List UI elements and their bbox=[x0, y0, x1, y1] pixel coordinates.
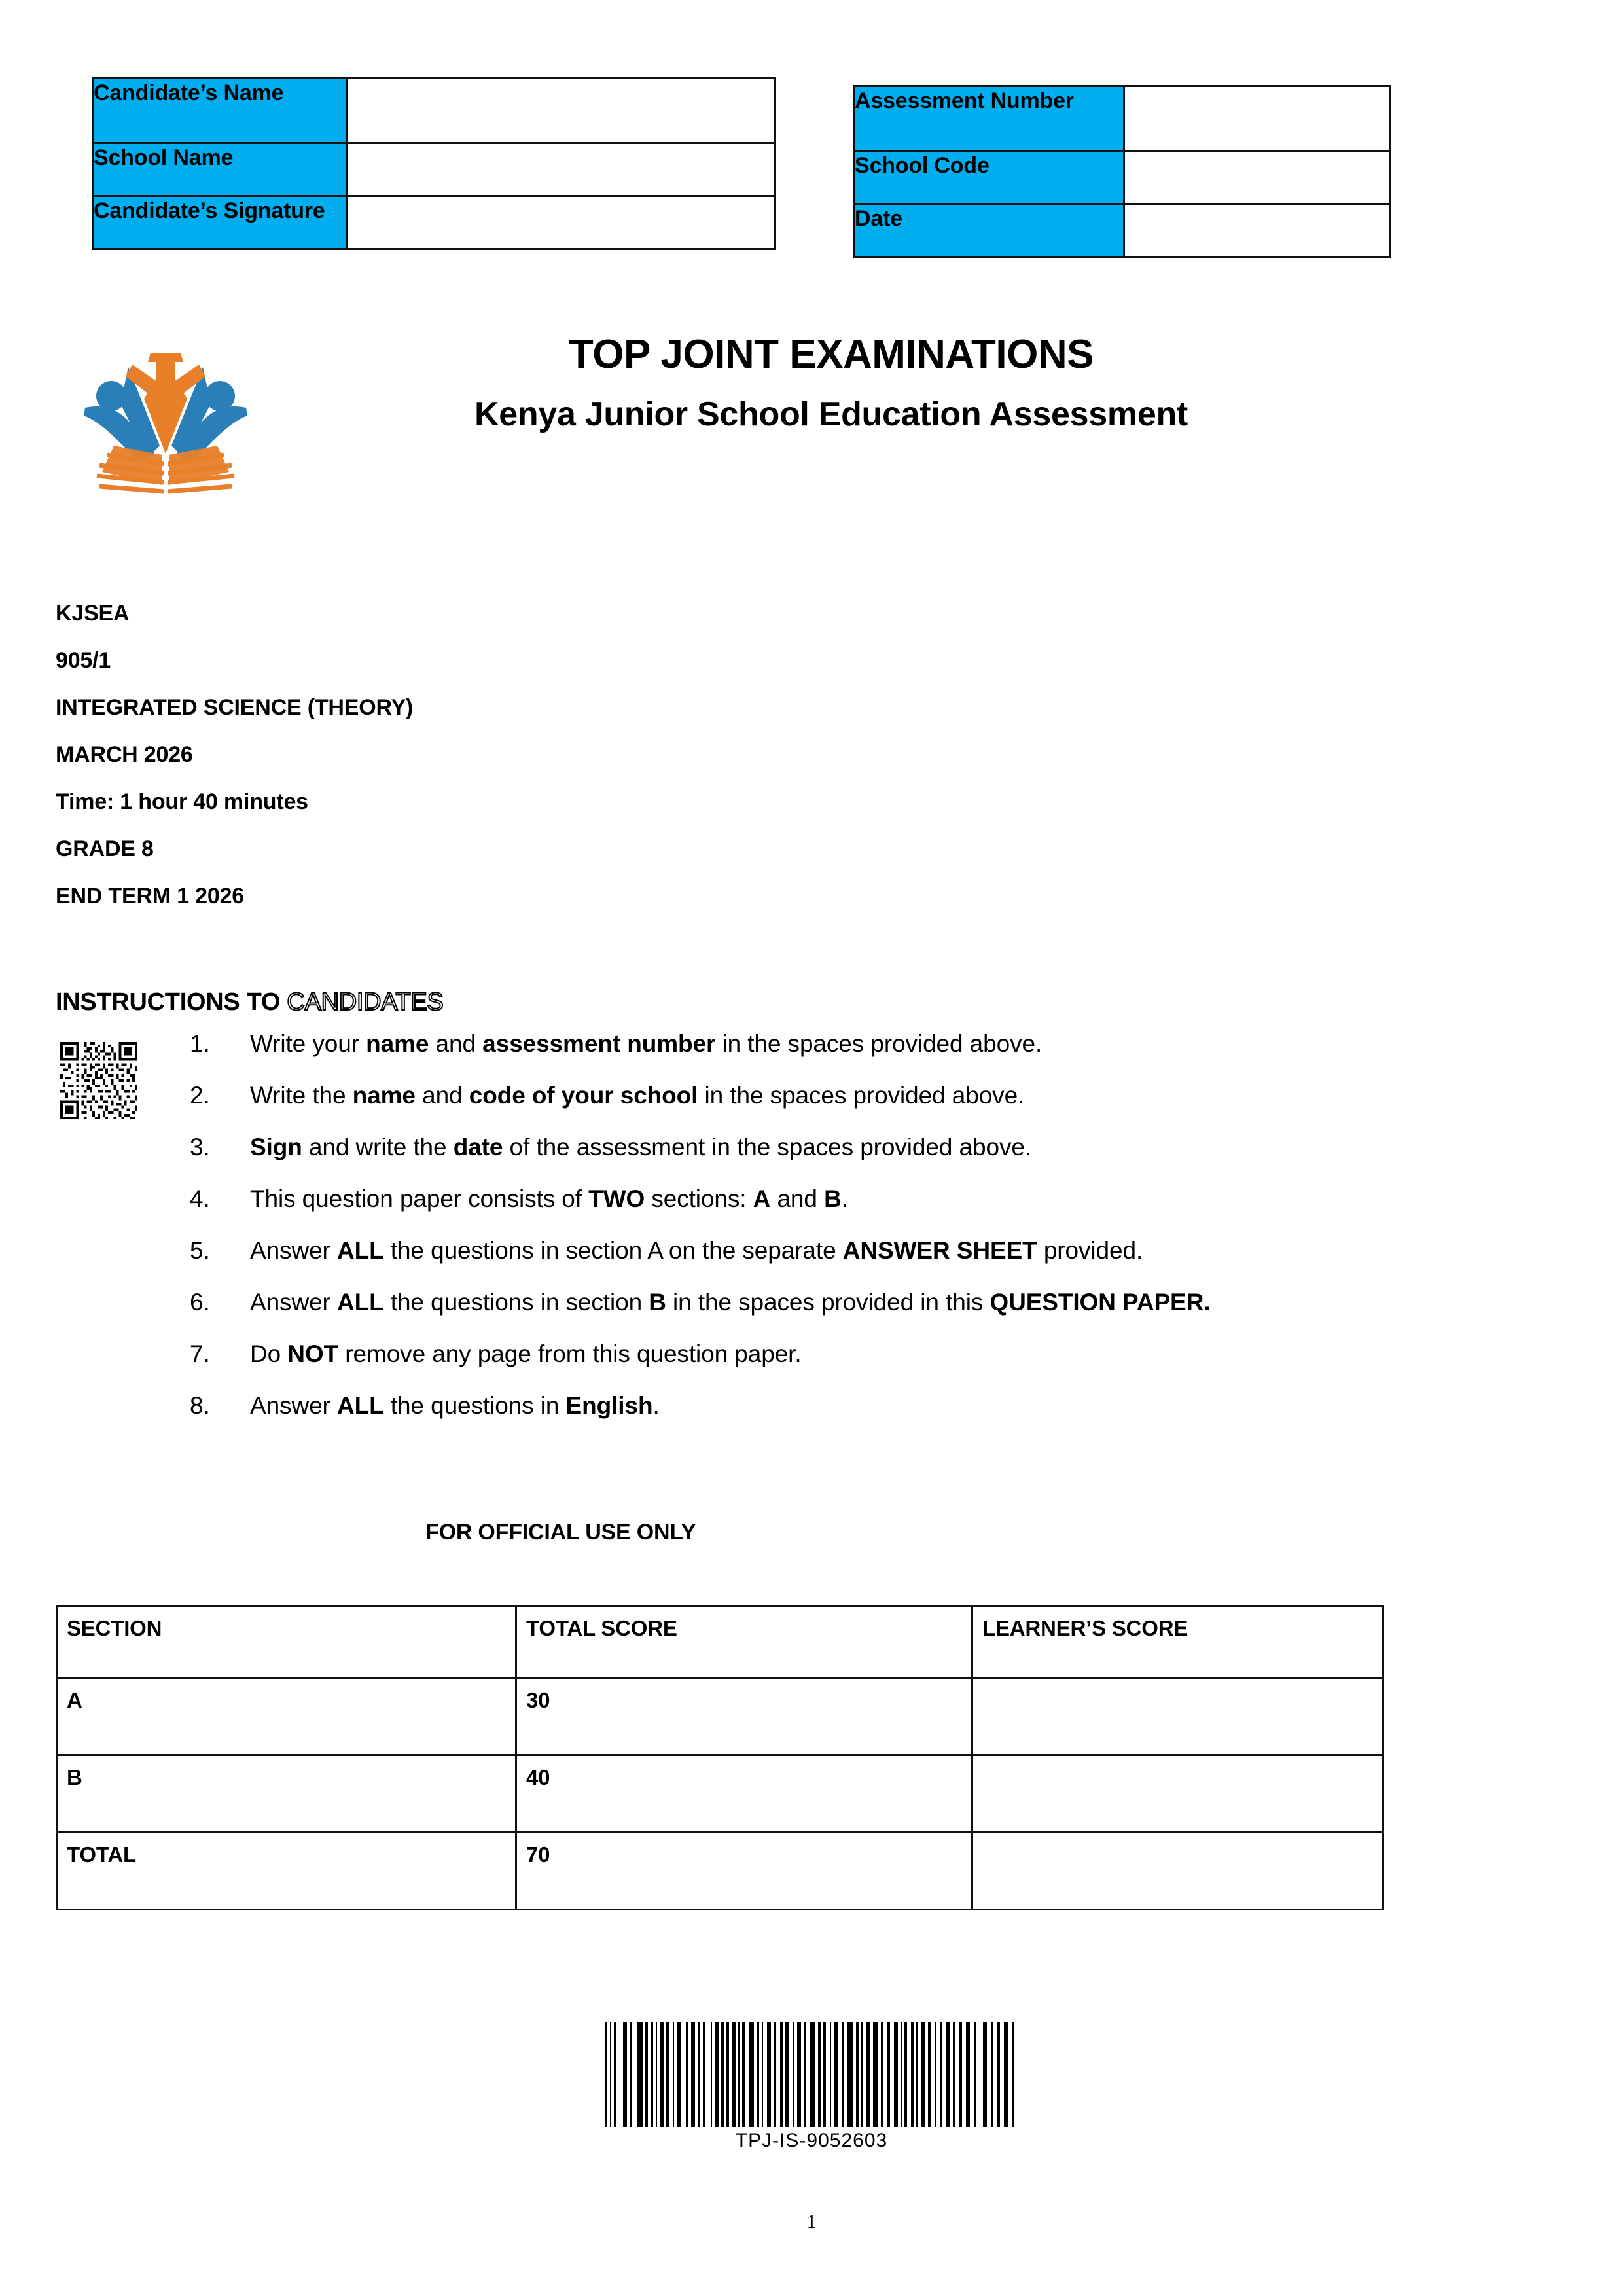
identification-tables bbox=[0, 0, 1623, 314]
school-code-label: School Code bbox=[854, 151, 1124, 204]
list-item-number: 5. bbox=[190, 1237, 210, 1264]
table-header-row bbox=[57, 1606, 1383, 1678]
exam-meta-block bbox=[56, 602, 972, 932]
qr-code bbox=[60, 1042, 137, 1119]
list-item bbox=[190, 1187, 1486, 1211]
candidate-signature-label: Candidate’s Signature bbox=[93, 196, 347, 249]
list-item-text: Sign and write the date of the assessment in the spaces provided above. bbox=[250, 1134, 1032, 1160]
list-item-number: 8. bbox=[190, 1392, 210, 1419]
school-name-label: School Name bbox=[93, 143, 347, 196]
instructions-heading-outline: CANDIDATES bbox=[287, 988, 444, 1016]
barcode-label: TPJ-IS-9052603 bbox=[735, 2130, 888, 2151]
candidate-details-table bbox=[92, 77, 776, 250]
section-a-label: A bbox=[57, 1678, 516, 1755]
official-use-heading: FOR OFFICIAL USE ONLY bbox=[425, 1520, 696, 1545]
instructions-heading-solid: INSTRUCTIONS TO bbox=[56, 988, 287, 1016]
date-label: Date bbox=[854, 204, 1124, 257]
list-item-number: 2. bbox=[190, 1082, 210, 1109]
instructions-heading bbox=[56, 988, 444, 1016]
list-item-number: 1. bbox=[190, 1030, 210, 1057]
table-row bbox=[57, 1678, 1383, 1755]
meta-line-subject: INTEGRATED SCIENCE (THEORY) bbox=[56, 695, 414, 720]
table-row bbox=[57, 1755, 1383, 1833]
assessment-details-table bbox=[853, 85, 1391, 258]
top-joint-examinations-logo bbox=[77, 336, 254, 499]
section-a-total-score: 30 bbox=[516, 1678, 972, 1755]
meta-line-paper-code: 905/1 bbox=[56, 648, 111, 673]
assessment-number-label: Assessment Number bbox=[854, 86, 1124, 151]
meta-line-exam-body: KJSEA bbox=[56, 601, 130, 626]
list-item bbox=[190, 1290, 1486, 1314]
table-row bbox=[93, 196, 776, 249]
table-row bbox=[57, 1833, 1383, 1910]
column-header-section: SECTION bbox=[57, 1606, 516, 1678]
list-item bbox=[190, 1031, 1486, 1056]
list-item-text: Write the name and code of your school in the spaces provided above. bbox=[250, 1082, 1025, 1109]
table-row bbox=[854, 151, 1390, 204]
list-item-text: This question paper consists of TWO sections: A and B. bbox=[250, 1185, 848, 1212]
barcode bbox=[0, 2022, 1623, 2152]
candidate-name-field[interactable] bbox=[347, 79, 776, 143]
list-item bbox=[190, 1083, 1486, 1107]
total-total-score: 70 bbox=[516, 1833, 972, 1910]
list-item-text: Write your name and assessment number in the spaces provided above. bbox=[250, 1030, 1043, 1057]
page-title: TOP JOINT EXAMINATIONS bbox=[569, 332, 1094, 377]
list-item-text: Answer ALL the questions in section B in the spaces provided in this QUESTION PAPER. bbox=[250, 1289, 1211, 1316]
section-b-total-score: 40 bbox=[516, 1755, 972, 1833]
table-row bbox=[93, 143, 776, 196]
list-item-number: 3. bbox=[190, 1134, 210, 1160]
list-item bbox=[190, 1342, 1486, 1366]
meta-line-grade: GRADE 8 bbox=[56, 836, 154, 861]
table-row bbox=[854, 86, 1390, 151]
instructions-list bbox=[190, 1031, 1486, 1445]
section-b-learner-score[interactable] bbox=[972, 1755, 1383, 1833]
column-header-learner-score: LEARNER’S SCORE bbox=[972, 1606, 1383, 1678]
school-code-field[interactable] bbox=[1124, 151, 1390, 204]
list-item bbox=[190, 1393, 1486, 1418]
table-row bbox=[854, 204, 1390, 257]
school-name-field[interactable] bbox=[347, 143, 776, 196]
page-number: 1 bbox=[806, 2211, 817, 2233]
score-summary-table bbox=[56, 1605, 1384, 1910]
list-item bbox=[190, 1135, 1486, 1159]
list-item-text: Do NOT remove any page from this question paper. bbox=[250, 1340, 802, 1367]
list-item-text: Answer ALL the questions in English. bbox=[250, 1392, 660, 1419]
list-item bbox=[190, 1238, 1486, 1263]
meta-line-month-year: MARCH 2026 bbox=[56, 742, 193, 767]
page-subtitle: Kenya Junior School Education Assessment bbox=[474, 395, 1188, 434]
candidate-signature-field[interactable] bbox=[347, 196, 776, 249]
list-item-text: Answer ALL the questions in section A on the separate ANSWER SHEET provided. bbox=[250, 1237, 1143, 1264]
title-block bbox=[340, 331, 1322, 437]
meta-line-term: END TERM 1 2026 bbox=[56, 884, 244, 908]
list-item-number: 7. bbox=[190, 1340, 210, 1367]
date-field[interactable] bbox=[1124, 204, 1390, 257]
candidate-name-label: Candidate’s Name bbox=[93, 79, 347, 143]
total-learner-score[interactable] bbox=[972, 1833, 1383, 1910]
section-a-learner-score[interactable] bbox=[972, 1678, 1383, 1755]
assessment-number-field[interactable] bbox=[1124, 86, 1390, 151]
meta-line-duration: Time: 1 hour 40 minutes bbox=[56, 789, 308, 814]
total-label: TOTAL bbox=[57, 1833, 516, 1910]
column-header-total-score: TOTAL SCORE bbox=[516, 1606, 972, 1678]
list-item-number: 4. bbox=[190, 1185, 210, 1212]
list-item-number: 6. bbox=[190, 1289, 210, 1316]
barcode-bars bbox=[602, 2022, 1021, 2127]
section-b-label: B bbox=[57, 1755, 516, 1833]
table-row bbox=[93, 79, 776, 143]
masthead bbox=[0, 324, 1623, 520]
